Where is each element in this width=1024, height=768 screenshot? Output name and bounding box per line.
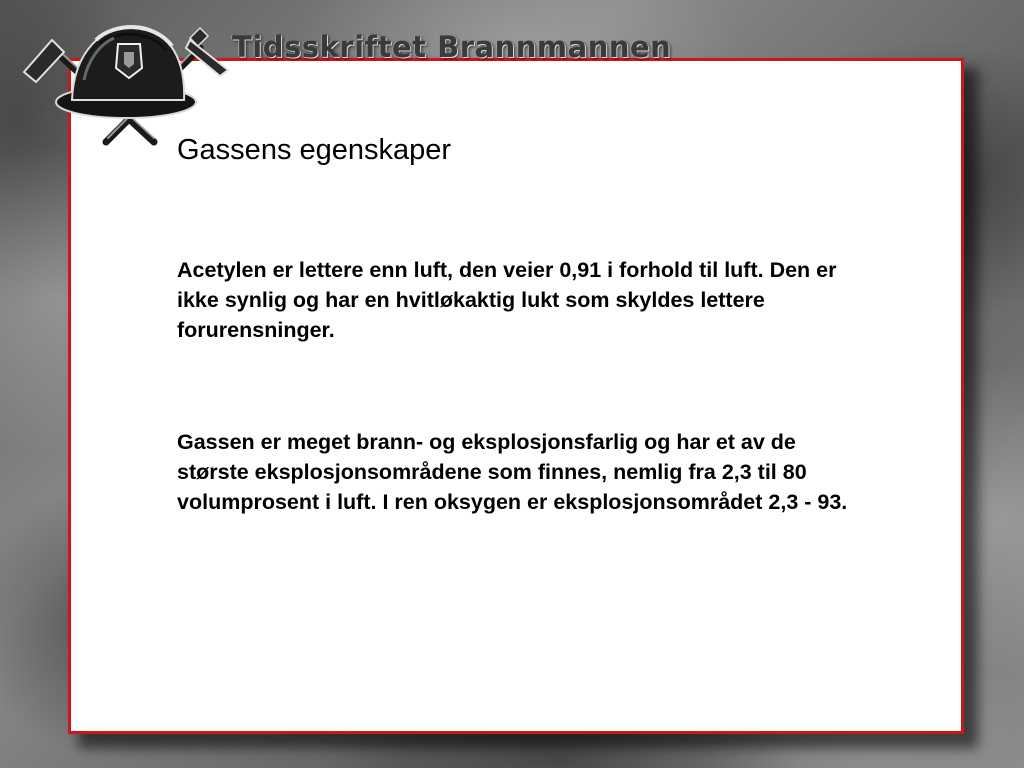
paragraph-acetylene-properties: Acetylen er lettere enn luft, den veier 0,91 i forhold til luft. Den er ikke synlig og har en hvitløkaktig lukt som skyldes lettere forurensninger. <box>177 258 837 342</box>
paragraph-explosion-range: Gassen er meget brann- og eksplosjonsfarlig og har et av de største eksplosjonsområdene som finnes, nemlig fra 2,3 til 80 volumprosent i luft. I ren oksygen er eksplosjonsområdet 2,3 - 93. <box>177 430 848 514</box>
firefighter-helmet-icon <box>14 10 244 150</box>
masthead-title: Tidsskriftet Brannmannen <box>232 30 672 64</box>
slide-heading: Gassens egenskaper <box>177 134 452 166</box>
